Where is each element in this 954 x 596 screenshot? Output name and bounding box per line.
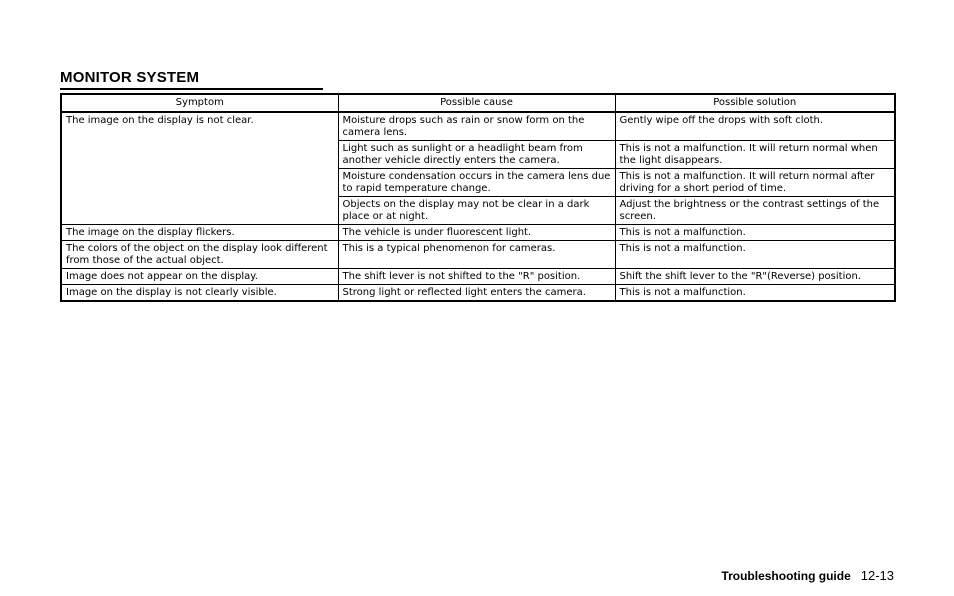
table-row (61, 269, 895, 285)
solution-cell: This is not a malfunction. (615, 285, 895, 302)
column-header-cause: Possible cause (338, 94, 615, 112)
symptom-cell: The image on the display flickers. (61, 225, 338, 241)
section-title: MONITOR SYSTEM (60, 69, 200, 86)
troubleshooting-table (60, 93, 896, 302)
solution-cell: Shift the shift lever to the "R"(Reverse) position. (615, 269, 895, 285)
solution-cell: Adjust the brightness or the contrast settings of the screen. (615, 197, 895, 225)
cause-cell: Light such as sunlight or a headlight beam from another vehicle directly enters the camera. (338, 141, 615, 169)
table-row (61, 285, 895, 302)
symptom-cell: Image does not appear on the display. (61, 269, 338, 285)
symptom-cell: Image on the display is not clearly visible. (61, 285, 338, 302)
symptom-cell: The image on the display is not clear. (61, 112, 338, 225)
cause-cell: Objects on the display may not be clear in a dark place or at night. (338, 197, 615, 225)
page-footer (721, 568, 894, 583)
title-underline (60, 88, 323, 90)
column-header-solution: Possible solution (615, 94, 895, 112)
solution-cell: This is not a malfunction. (615, 225, 895, 241)
table-row (61, 241, 895, 269)
table-row (61, 225, 895, 241)
cause-cell: This is a typical phenomenon for cameras. (338, 241, 615, 269)
solution-cell: This is not a malfunction. It will return normal after driving for a short period of time. (615, 169, 895, 197)
footer-section-name: Troubleshooting guide (721, 569, 851, 583)
column-header-symptom: Symptom (61, 94, 338, 112)
page-number: 12-13 (860, 568, 894, 583)
cause-cell: Strong light or reflected light enters the camera. (338, 285, 615, 302)
cause-cell: Moisture drops such as rain or snow form on the camera lens. (338, 112, 615, 141)
solution-cell: This is not a malfunction. It will return normal when the light disappears. (615, 141, 895, 169)
solution-cell: Gently wipe off the drops with soft cloth. (615, 112, 895, 141)
cause-cell: The vehicle is under fluorescent light. (338, 225, 615, 241)
solution-cell: This is not a malfunction. (615, 241, 895, 269)
symptom-cell: The colors of the object on the display look different from those of the actual object. (61, 241, 338, 269)
table-header-row (61, 94, 895, 112)
cause-cell: Moisture condensation occurs in the camera lens due to rapid temperature change. (338, 169, 615, 197)
cause-cell: The shift lever is not shifted to the "R" position. (338, 269, 615, 285)
table-row (61, 112, 895, 141)
